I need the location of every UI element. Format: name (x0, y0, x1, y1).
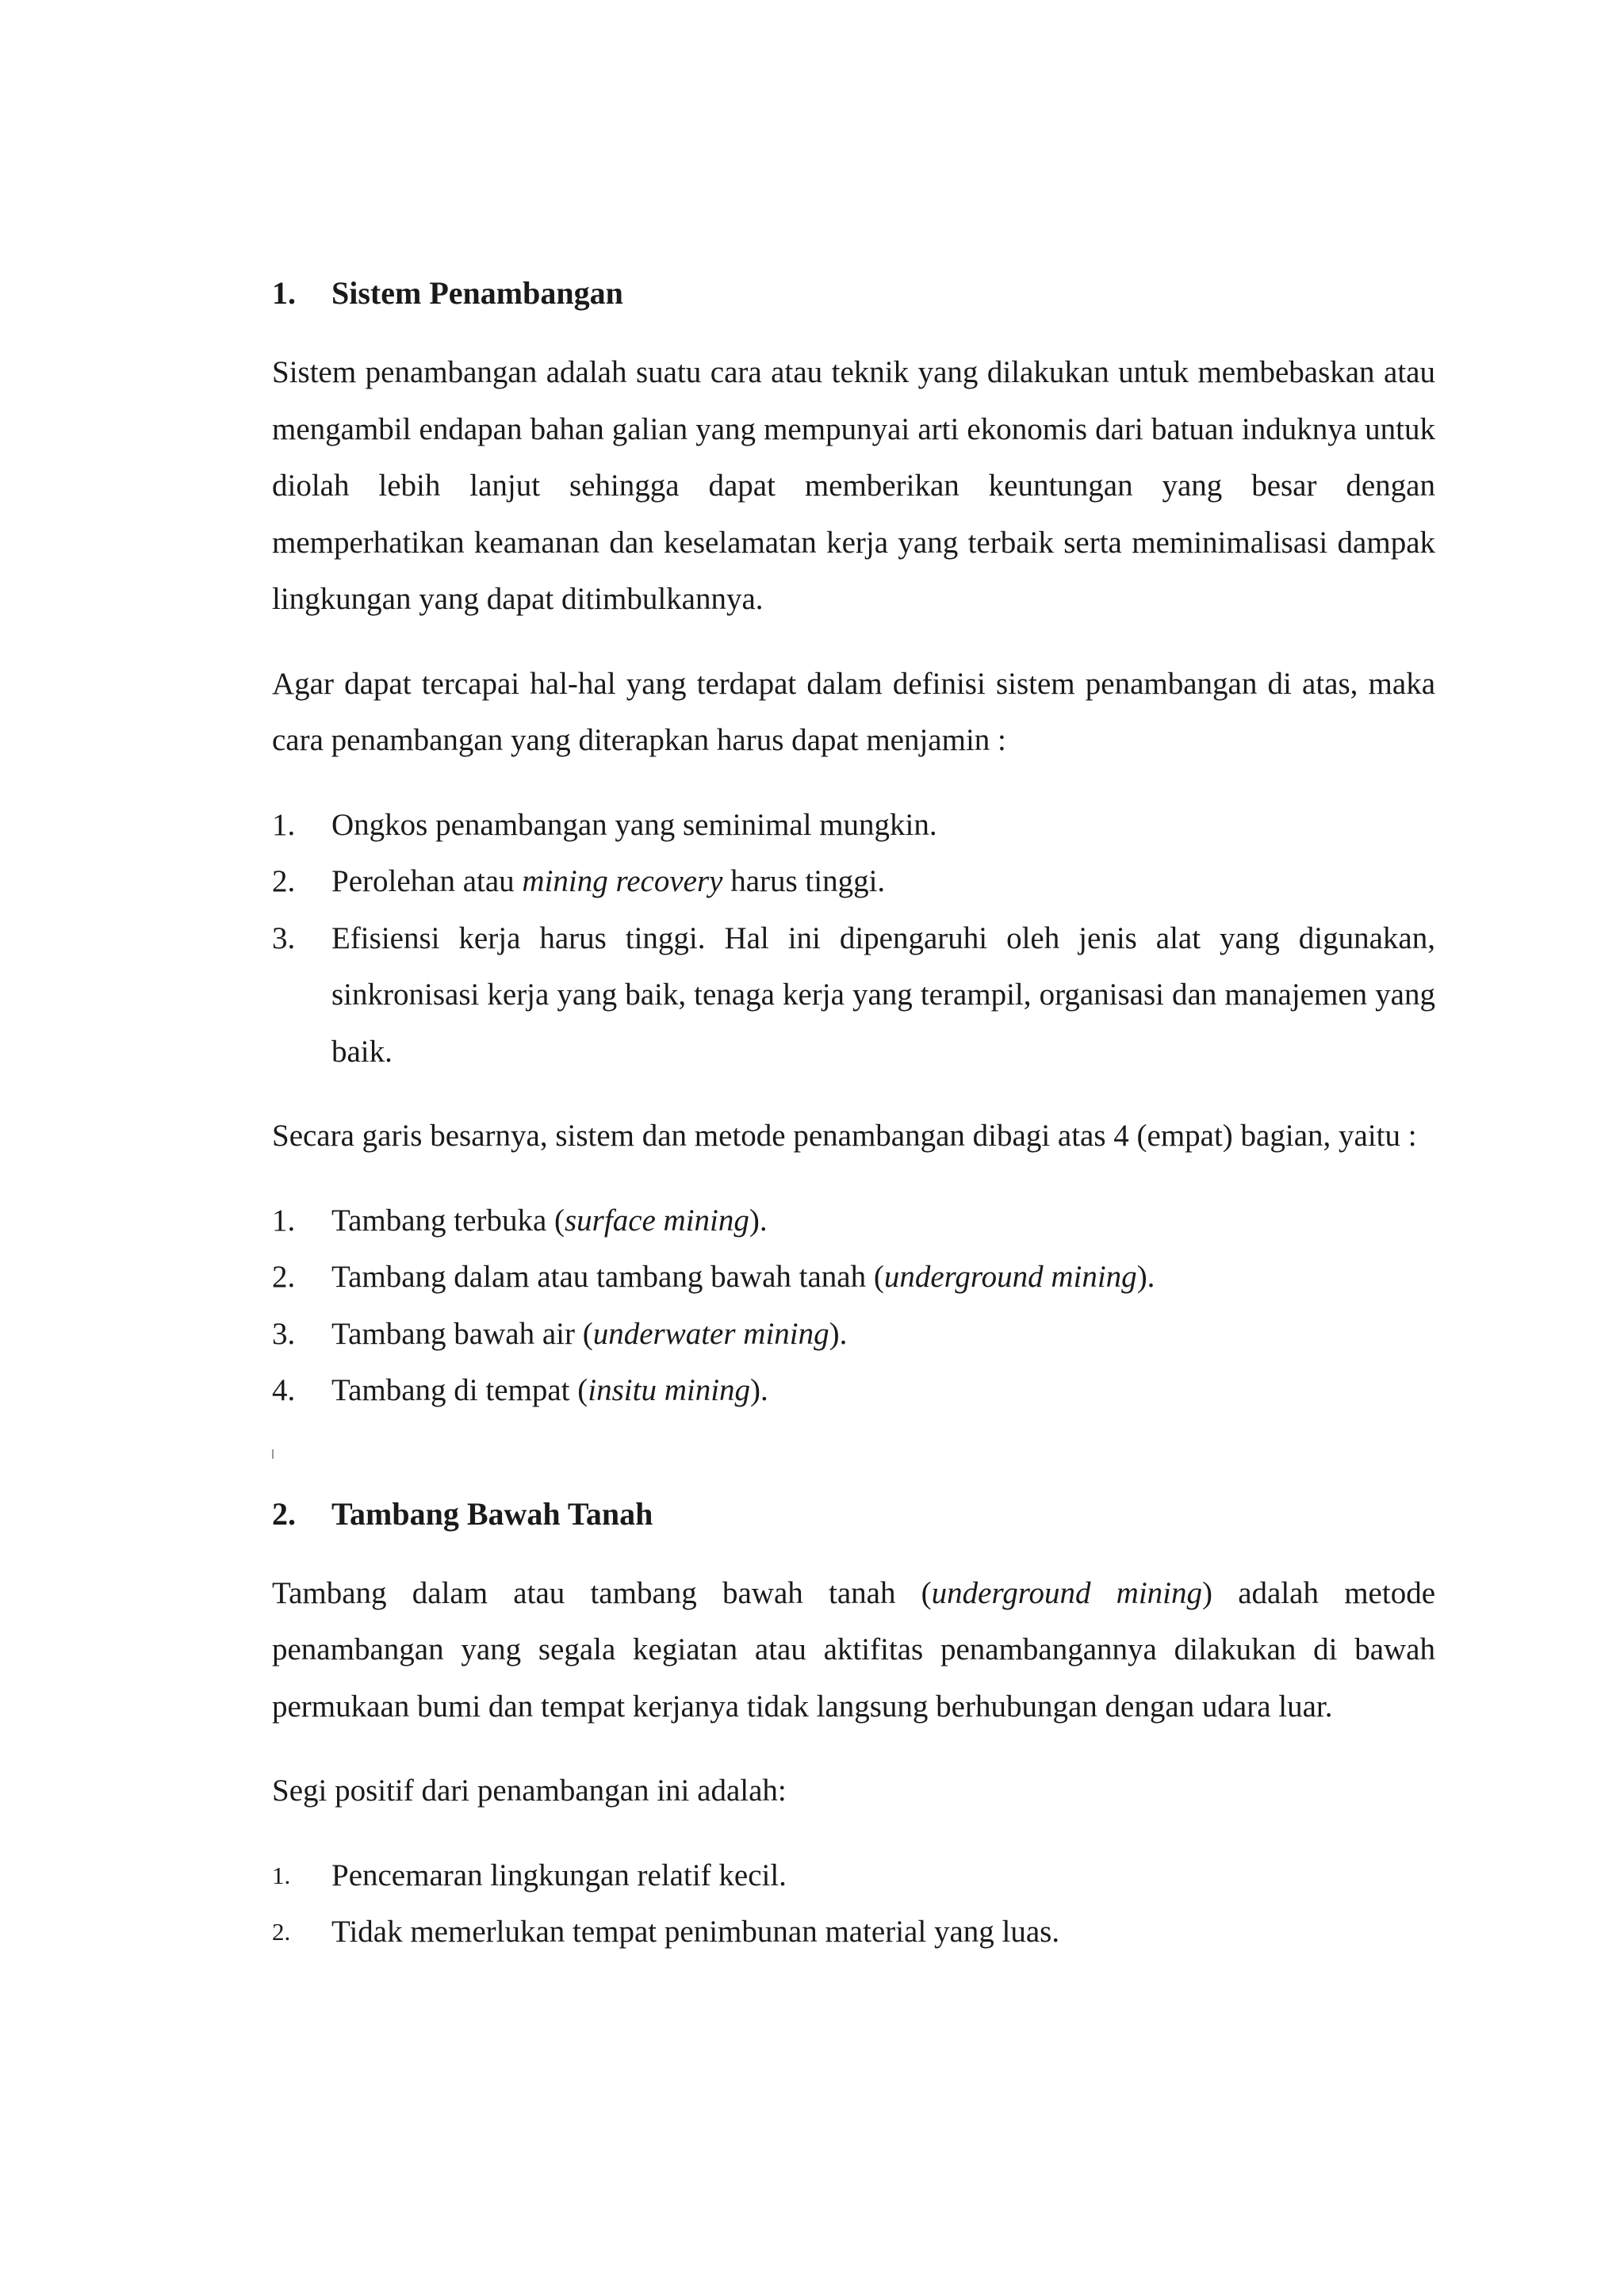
section-1-paragraph-1: Sistem penambangan adalah suatu cara atau teknik yang dilakukan untuk membebaskan atau mengambil endapan bahan galian yang mempunyai arti ekonomis dari batuan induknya untuk diolah lebih lanjut sehingga dapat memberikan keuntungan yang besar dengan memperhatikan keamanan dan keselamatan kerja yang terbaik serta meminimalisasi dampak lingkungan yang dapat ditimbulkannya. (272, 355, 1435, 616)
list-item-text-italic: insitu mining (588, 1373, 751, 1407)
section-1-heading (272, 270, 1435, 317)
list-item-text-pre: Tambang terbuka ( (331, 1203, 565, 1238)
list-item (272, 1904, 1435, 1961)
list-item-text: Pencemaran lingkungan relatif kecil. (331, 1858, 787, 1892)
list-item (272, 910, 1435, 1081)
list-item-number: 4. (272, 1373, 296, 1407)
section-2-paragraph-2: Segi positif dari penambangan ini adalah: (272, 1774, 787, 1808)
list-item-text-post: ). (829, 1316, 848, 1351)
section-1-paragraph-3: Secara garis besarnya, sistem dan metode penambangan dibagi atas 4 (empat) bagian, yaitu : (272, 1119, 1417, 1153)
section-2-number: 2. (272, 1495, 296, 1532)
list-item-text (331, 1192, 1435, 1249)
list-item-text-pre: Tambang bawah air ( (331, 1316, 593, 1351)
list-item-number: 3. (272, 1316, 296, 1351)
list-item (272, 1306, 1435, 1363)
section-1-methods-list (272, 1192, 1435, 1419)
list-item-text (331, 1249, 1435, 1306)
list-item (272, 1847, 1435, 1904)
paragraph-text-post: ) adalah metode penambangan yang segala kegiatan atau aktifitas penambangannya dilakukan di bawah permukaan bumi dan tempat kerjanya tidak langsung berhubungan dengan udara luar. (272, 1575, 1436, 1724)
list-item (272, 797, 1435, 854)
list-item-text: Tidak memerlukan tempat penimbunan material yang luas. (331, 1915, 1060, 1949)
section-1-number: 1. (272, 275, 296, 311)
list-item-text-italic: mining recovery (522, 864, 723, 898)
section-2-paragraph-1 (272, 1565, 1435, 1735)
list-item-text-italic: underground mining (883, 1260, 1137, 1294)
section-1-requirements-list (272, 797, 1435, 1081)
list-item-number: 1. (272, 807, 296, 842)
list-item-text-pre: Perolehan atau (331, 864, 523, 898)
list-item-text-post: ). (750, 1373, 768, 1407)
list-item-text-post: ). (749, 1203, 768, 1238)
document-page (272, 270, 1435, 1961)
list-item-text-pre: Tambang dalam atau tambang bawah tanah ( (331, 1260, 884, 1294)
list-item-text-italic: surface mining (565, 1203, 749, 1238)
list-item-text (331, 1362, 1435, 1419)
list-item-number: 2. (272, 1260, 296, 1294)
list-item-text (331, 853, 1435, 910)
list-item-text (331, 1306, 1435, 1363)
list-item-number: 2. (272, 864, 296, 898)
section-2-heading (272, 1490, 1435, 1538)
list-item-text-pre: Tambang di tempat ( (331, 1373, 588, 1407)
list-item (272, 1249, 1435, 1306)
list-item-number: 2. (272, 1918, 291, 1946)
section-spacer (272, 1419, 1435, 1490)
list-item-number: 3. (272, 920, 296, 955)
list-item (272, 1362, 1435, 1419)
list-item-text: Ongkos penambangan yang seminimal mungkin. (331, 807, 937, 842)
list-item-number: 1. (272, 1861, 291, 1889)
list-item (272, 1192, 1435, 1249)
section-2-title: Tambang Bawah Tanah (331, 1495, 653, 1532)
margin-mark (272, 1449, 274, 1459)
list-item-text-post: ). (1136, 1260, 1155, 1294)
section-1-title: Sistem Penambangan (331, 275, 623, 311)
list-item-text-italic: underwater mining (592, 1316, 829, 1351)
section-2-advantages-list (272, 1847, 1435, 1961)
paragraph-text-pre: Tambang dalam atau tambang bawah tanah ( (272, 1575, 932, 1610)
paragraph-text-italic: underground mining (931, 1575, 1203, 1610)
list-item-number: 1. (272, 1203, 296, 1238)
section-1-paragraph-2: Agar dapat tercapai hal-hal yang terdapat dalam definisi sistem penambangan di atas, maka cara penambangan yang diterapkan harus dapat menjamin : (272, 666, 1435, 757)
list-item-text-post: harus tinggi. (722, 864, 886, 898)
list-item (272, 853, 1435, 910)
list-item-text: Efisiensi kerja harus tinggi. Hal ini dipengaruhi oleh jenis alat yang digunakan, sinkronisasi kerja yang baik, tenaga kerja yang terampil, organisasi dan manajemen yang baik. (331, 920, 1435, 1069)
